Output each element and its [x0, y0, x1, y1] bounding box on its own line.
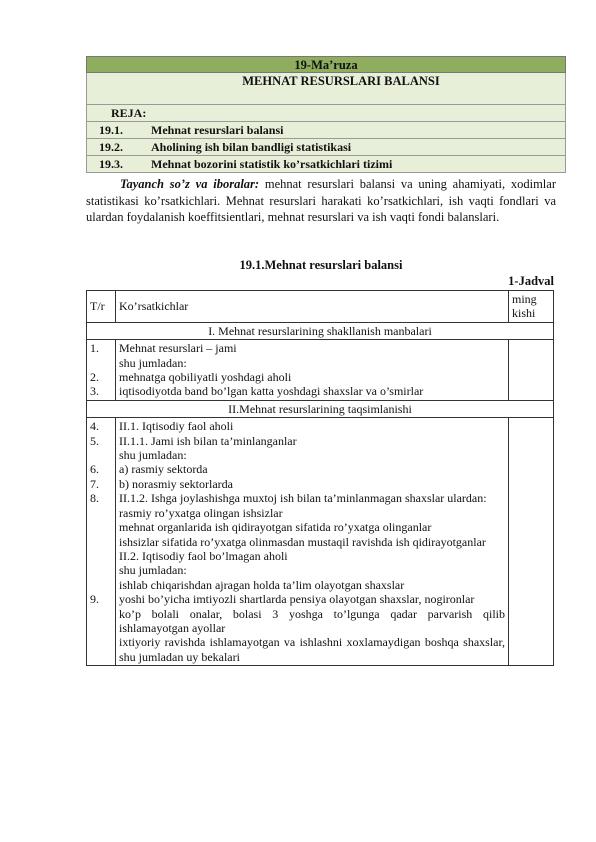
plan-item-title: Mehnat bozorini statistik ko’rsatkichlari tizimi: [151, 157, 393, 171]
indicator-line: II.1.2. Ishga joylashishga muxtoj ish bilan ta’minlanmagan shaxslar ulardan:: [119, 491, 487, 506]
row-number: 7.: [90, 476, 99, 491]
resources-balance-table: [86, 290, 554, 666]
lecture-number: 19-Ma’ruza: [86, 56, 566, 73]
indicator-line: ishsizlar sifatida ro’yxatga olinmasdan mustaqil ravishda ish qidirayotganlar: [119, 534, 486, 549]
table-row: [87, 418, 554, 666]
row-number: [90, 520, 112, 534]
indicator-line: a) rasmiy sektorda: [119, 462, 208, 477]
row-number: [90, 506, 112, 520]
indicator-line: shu jumladan:: [119, 563, 187, 578]
indicator-line: II.1. Iqtisodiy faol aholi: [119, 419, 234, 434]
keywords-paragraph: [86, 176, 556, 226]
header-num: T/r: [87, 291, 116, 323]
plan-item: [86, 156, 566, 173]
row-number: 5.: [90, 433, 99, 448]
table-row: [87, 340, 554, 401]
indicator-line: shu jumladan:: [119, 448, 187, 463]
row-number: [90, 356, 112, 370]
header-unit-line: kishi: [512, 306, 536, 321]
plan-item-number: 19.1.: [99, 123, 123, 137]
plan-item-title: Aholining ish bilan bandligi statistikasi: [151, 140, 352, 154]
indicator-line: mehnatga qobiliyatli yoshdagi aholi: [119, 370, 292, 385]
keywords-text: mehnat resurslari balansi va uning ahamiyati, xodimlar statistikasi ko’rsatkichlari. Mehnat resurslari harakati ko’rsatkichlari, ish vaqti fondlari va ulardan foydalanish koeffitsientlari, mehnat resurslari va ish vaqti fondi balanslari.: [86, 177, 556, 224]
plan-item: [86, 139, 566, 156]
lecture-header-box: [86, 56, 566, 174]
value-cell: [509, 340, 554, 401]
row-numbers: [87, 418, 116, 666]
indicator-line: Mehnat resurslari – jami: [119, 341, 237, 356]
row-number: 6.: [90, 462, 99, 477]
row-indicators: [116, 340, 509, 401]
plan-item: [86, 122, 566, 139]
plan-label: REJA:: [86, 105, 566, 122]
value-cell: [509, 418, 554, 666]
indicator-line: II.2. Iqtisodiy faol bo’lmagan aholi: [119, 548, 288, 563]
row-indicators: [116, 418, 509, 666]
row-number: 8.: [90, 491, 99, 506]
row-number: [90, 578, 112, 592]
header-unit: [509, 291, 554, 323]
row-number: [90, 534, 112, 548]
keywords-lead: Tayanch so’z va iboralar:: [120, 177, 260, 191]
header-unit-line: ming: [512, 292, 537, 306]
indicator-line: iqtisodiyotda band bo’lgan katta yoshdagi shaxslar va o’smirlar: [119, 384, 424, 399]
row-number: 2.: [90, 370, 99, 385]
row-number: 4.: [90, 419, 99, 434]
row-number: 3.: [90, 384, 99, 399]
row-number: [90, 448, 112, 462]
indicator-line: shu jumladan:: [119, 355, 187, 370]
plan-item-number: 19.3.: [99, 157, 123, 171]
row-numbers: [87, 340, 116, 401]
row-number: [90, 549, 112, 563]
section-heading: II.Mehnat resurslarining taqsimlanishi: [87, 400, 554, 417]
indicator-line: ishlab chiqarishdan ajragan holda ta’lim olayotgan shaxslar: [119, 577, 405, 592]
indicator-line: b) norasmiy sektorlarda: [119, 476, 233, 491]
section-title-row: [87, 400, 554, 417]
header-indicator: Ko’rsatkichlar: [116, 291, 509, 323]
row-number: 1.: [90, 341, 99, 356]
indicator-line: yoshi bo’yicha imtiyozli shartlarda pensiya olayotgan shaxslar, nogironlar: [119, 592, 475, 607]
indicator-line: ko’p bolali onalar, bolasi 3 yoshga to’lgunga qadar parvarish qilib ishlamayotgan ayollar: [119, 606, 505, 635]
row-number: [90, 563, 112, 577]
row-number: 9.: [90, 592, 99, 607]
section-title: 19.1.Mehnat resurslari balansi: [239, 258, 403, 272]
indicator-line: II.1.1. Jami ish bilan ta’minlanganlar: [119, 433, 297, 448]
indicator-line: mehnat organlarida ish qidirayotgan sifatida ro’yxatga olinganlar: [119, 520, 432, 535]
lecture-title: MEHNAT RESURSLARI BALANSI: [86, 73, 566, 105]
section-heading: I. Mehnat resurslarining shakllanish manbalari: [87, 322, 554, 339]
table-caption: 1-Jadval: [508, 274, 554, 288]
indicator-line: rasmiy ro’yxatga olingan ishsizlar: [119, 505, 283, 520]
plan-item-number: 19.2.: [99, 140, 123, 154]
plan-item-title: Mehnat resurslari balansi: [151, 123, 284, 137]
table-header-row: [87, 291, 554, 323]
indicator-line: ixtiyoriy ravishda ishlamayotgan va ishlashni xoxlamaydigan boshqa shaxslar, shu jumladan uy bekalari: [119, 635, 505, 664]
section-title-row: [87, 322, 554, 339]
